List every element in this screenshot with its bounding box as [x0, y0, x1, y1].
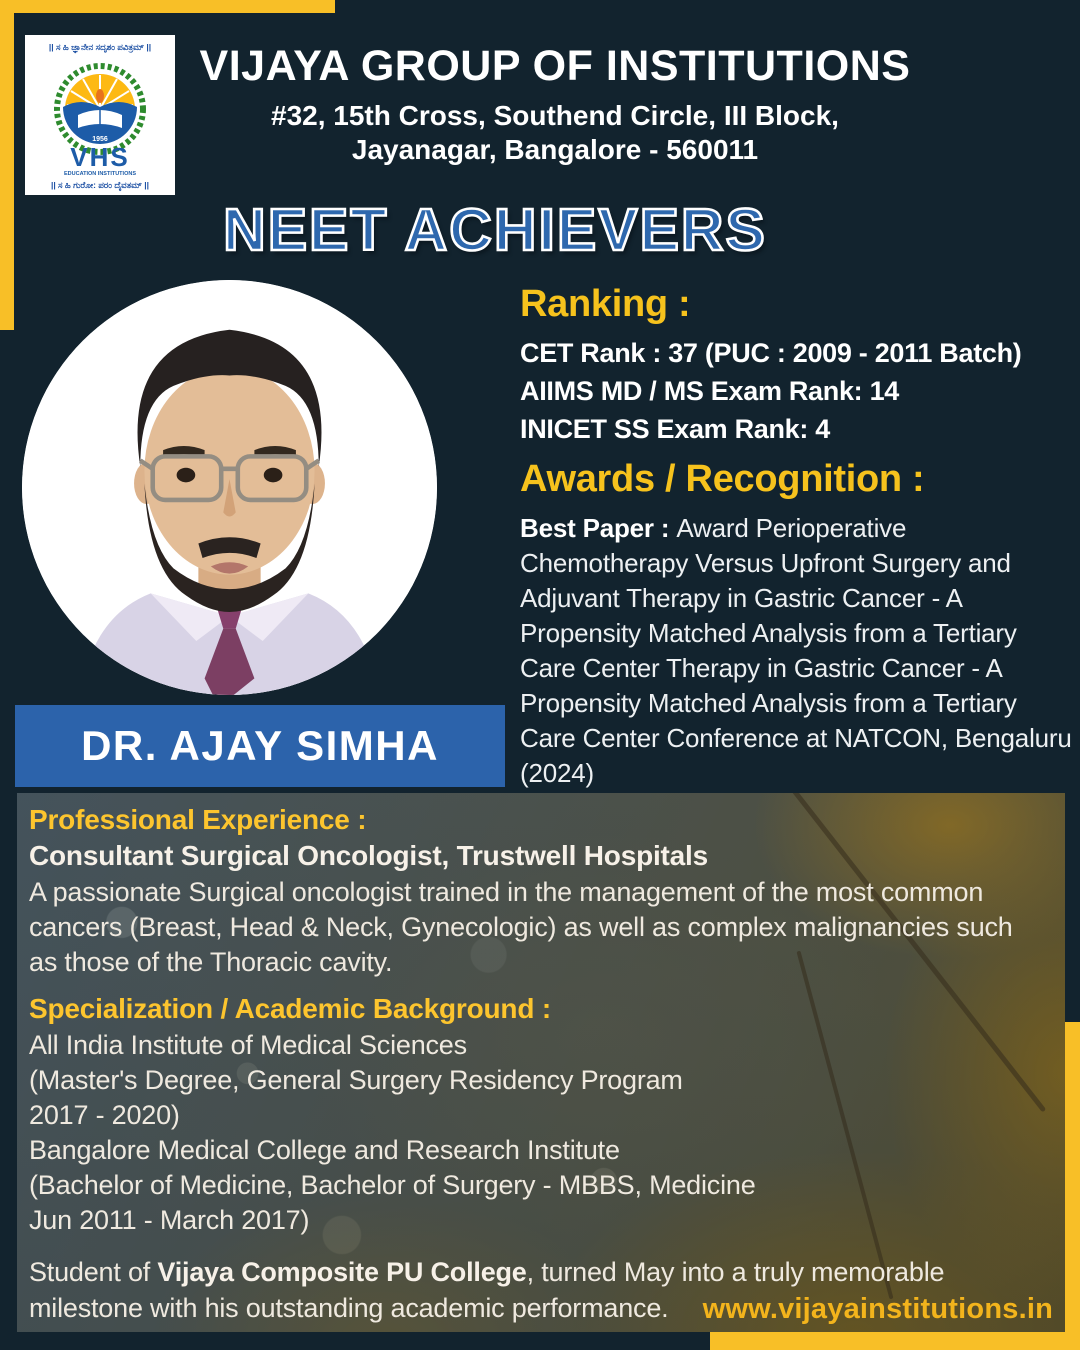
best-paper-text: Award Perioperative Chemotherapy Versus Upfront Surgery and Adjuvant Therapy in Gastric Cancer - A Propensity Matched Analysis from a Tertiary Care Center Therapy in Gastric Cancer - A Propensity Matched Analysis from a Tertiary Care Center Conference at NATCON, Bengaluru (2024)	[520, 513, 1072, 788]
accent-bar-top	[0, 0, 335, 13]
specialization-line: Jun 2011 - March 2017)	[29, 1205, 310, 1235]
header	[180, 44, 930, 166]
bio-content	[17, 793, 1065, 1326]
best-paper-label: Best Paper :	[520, 513, 677, 543]
achiever-photo	[22, 280, 437, 695]
institution-address	[180, 99, 930, 166]
specialization-lines	[29, 1028, 1051, 1238]
experience-heading: Professional Experience :	[29, 804, 367, 835]
accent-bar-bottom	[710, 1332, 1080, 1350]
specialization-heading: Specialization / Academic Background :	[29, 993, 551, 1024]
ranking-heading: Ranking :	[520, 283, 691, 325]
address-line-2: Jayanagar, Bangalore - 560011	[351, 133, 759, 165]
accent-bar-left	[0, 0, 14, 330]
program-title: NEET ACHIEVERS	[223, 197, 767, 263]
specialization-block	[29, 992, 1051, 1238]
student-summary-prefix: Student of	[29, 1257, 158, 1287]
ranking-list	[520, 334, 1076, 448]
vhs-logo-emblem	[25, 35, 175, 195]
bio-section	[17, 793, 1065, 1332]
experience-role: Consultant Surgical Oncologist, Trustwell Hospitals	[29, 840, 708, 871]
specialization-line: Bangalore Medical College and Research Institute	[29, 1135, 620, 1165]
specialization-line: All India Institute of Medical Sciences	[29, 1030, 467, 1060]
logo-acronym: VHS	[70, 142, 130, 172]
logo-sanskrit-bottom: || ಸ ಹಿ ಗುರೋ: ಪರಂ ದೈವತಮ್ ||	[50, 180, 150, 190]
ranking-item: INICET SS Exam Rank: 4	[520, 414, 831, 444]
awards-heading: Awards / Recognition :	[520, 458, 925, 500]
specialization-line: (Master's Degree, General Surgery Residency Program	[29, 1065, 683, 1095]
best-paper-paragraph	[520, 511, 1076, 791]
ranking-item: CET Rank : 37 (PUC : 2009 - 2011 Batch)	[520, 338, 1022, 368]
address-line-1: #32, 15th Cross, Southend Circle, III Block,	[271, 100, 839, 132]
logo-subtitle: EDUCATION INSTITUTIONS	[63, 171, 137, 177]
student-summary-suffix: , turned May into a truly memorable milestone with his outstanding academic performance.	[29, 1257, 945, 1323]
portrait-illustration	[22, 280, 437, 695]
ranking-item: AIIMS MD / MS Exam Rank: 14	[520, 376, 899, 406]
student-college: Vijaya Composite PU College	[157, 1257, 527, 1287]
website-url: www.vijayainstitutions.in	[702, 1293, 1053, 1325]
logo-year: 1956	[92, 136, 108, 143]
accent-bar-right	[1065, 1022, 1080, 1350]
vhs-logo	[25, 35, 175, 195]
specialization-line: 2017 - 2020)	[29, 1100, 180, 1130]
achiever-name-banner	[15, 705, 505, 787]
logo-flame-icon	[96, 89, 104, 103]
institution-title: VIJAYA GROUP OF INSTITUTIONS	[199, 42, 911, 90]
experience-description: A passionate Surgical oncologist trained in the management of the most common cancers (Breast, Head & Neck, Gynecologic) as well as complex malignancies such as those of the Thoracic cavity.	[29, 877, 1013, 977]
achiever-name: DR. AJAY SIMHA	[81, 722, 439, 769]
ranking-awards-column	[520, 283, 1076, 791]
specialization-line: (Bachelor of Medicine, Bachelor of Surgery - MBBS, Medicine	[29, 1170, 756, 1200]
logo-sanskrit-top: || ಸ ಹಿ ಜ್ಞಾನೇನ ಸದೃಶಂ ಪವಿತ್ರಮ್ ||	[48, 42, 152, 52]
